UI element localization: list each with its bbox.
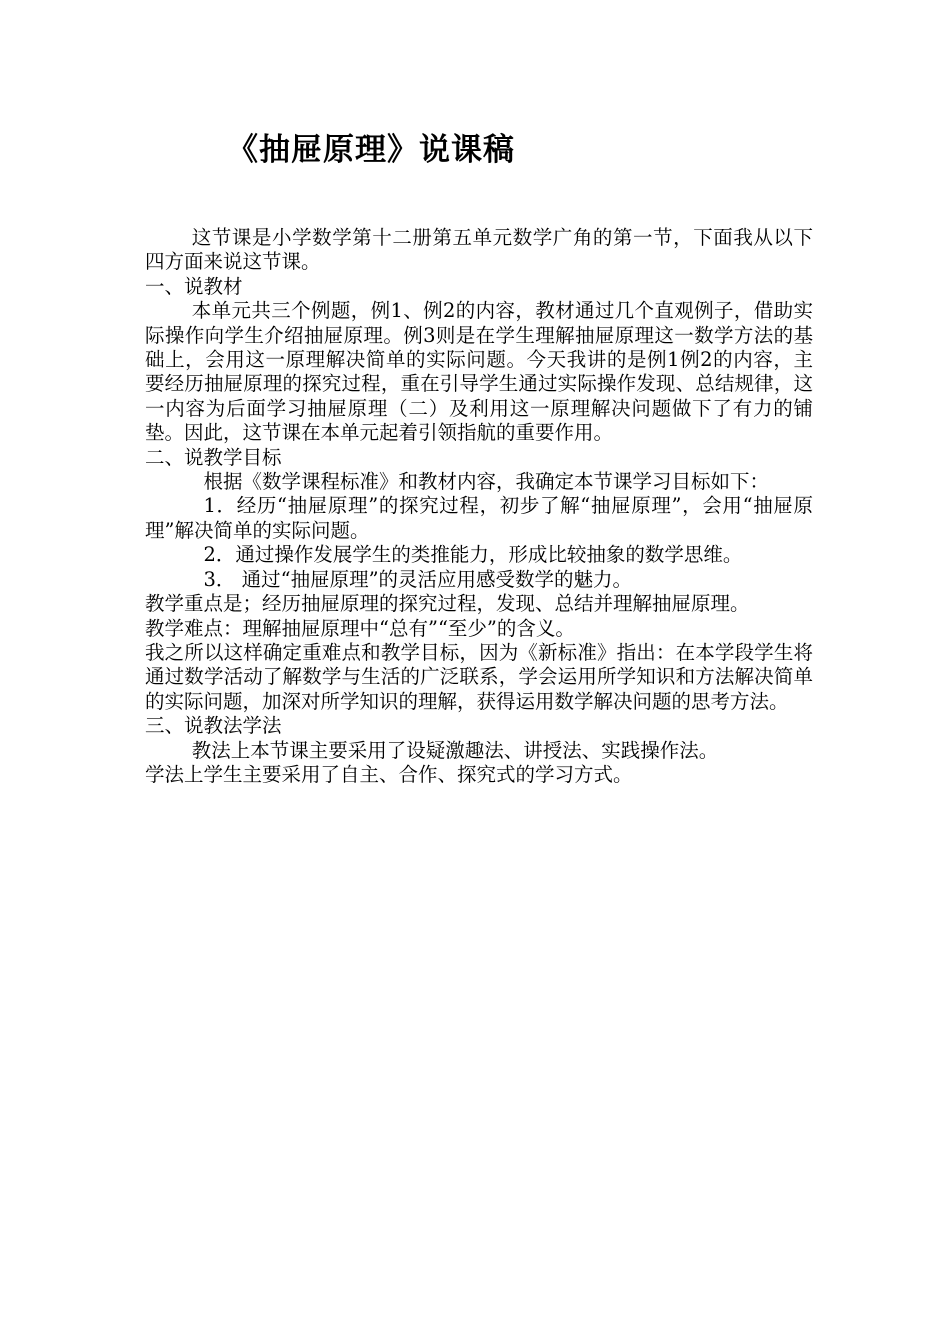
goal-item-1: 1．经历“抽屉原理”的探究过程，初步了解“抽屉原理”，会用“抽屉原理”解决简单的实际问题。 [145,494,813,542]
teaching-method-paragraph: 教法上本节课主要采用了设疑激趣法、讲授法、实践操作法。 [191,738,719,762]
textbook-paragraph: 本单元共三个例题，例1、例2的内容，教材通过几个直观例子，借助实际操作向学生介绍抽屉原理。例3则是在学生理解抽屉原理这一数学方法的基础上，会用这一原理解决简单的实际问题。今天我讲的是例1例2的内容，主要经历抽屉原理的探究过程，重在引导学生通过实际操作发现、总结规律，这一内容为后面学习抽屉原理（二）及利用这一原理解决问题做下了有力的铺垫。因此，这节课在本单元起着引领指航的重要作用。 [145,299,813,445]
section-heading-textbook: 一、说教材 [145,274,243,298]
section-heading-methods: 三、说教法学法 [145,714,282,738]
intro-paragraph: 这节课是小学数学第十二册第五单元数学广角的第一节，下面我从以下四方面来说这节课。 [145,226,813,274]
learning-method-paragraph: 学法上学生主要采用了自主、合作、探究式的学习方式。 [145,762,633,786]
document-title: 《抽屉原理》说课稿 [227,132,515,168]
rationale-paragraph: 我之所以这样确定重难点和教学目标，因为《新标准》指出：在本学段学生将通过数学活动了解数学与生活的广泛联系，学会运用所学知识和方法解决简单的实际问题，加深对所学知识的理解，获得运用数学解决问题的思考方法。 [145,640,813,713]
goal-item-3: 3． 通过“抽屉原理”的灵活应用感受数学的魅力。 [203,567,633,591]
section-heading-goals: 二、说教学目标 [145,445,282,469]
goals-intro-paragraph: 根据《数学课程标准》和教材内容，我确定本节课学习目标如下： [203,470,770,494]
difficulty-paragraph: 教学难点：理解抽屉原理中“总有”“至少”的含义。 [145,616,575,640]
key-point-paragraph: 教学重点是；经历抽屉原理的探究过程，发现、总结并理解抽屉原理。 [145,592,750,616]
goal-item-2: 2．通过操作发展学生的类推能力，形成比较抽象的数学思维。 [203,543,743,567]
document-body [145,226,813,787]
